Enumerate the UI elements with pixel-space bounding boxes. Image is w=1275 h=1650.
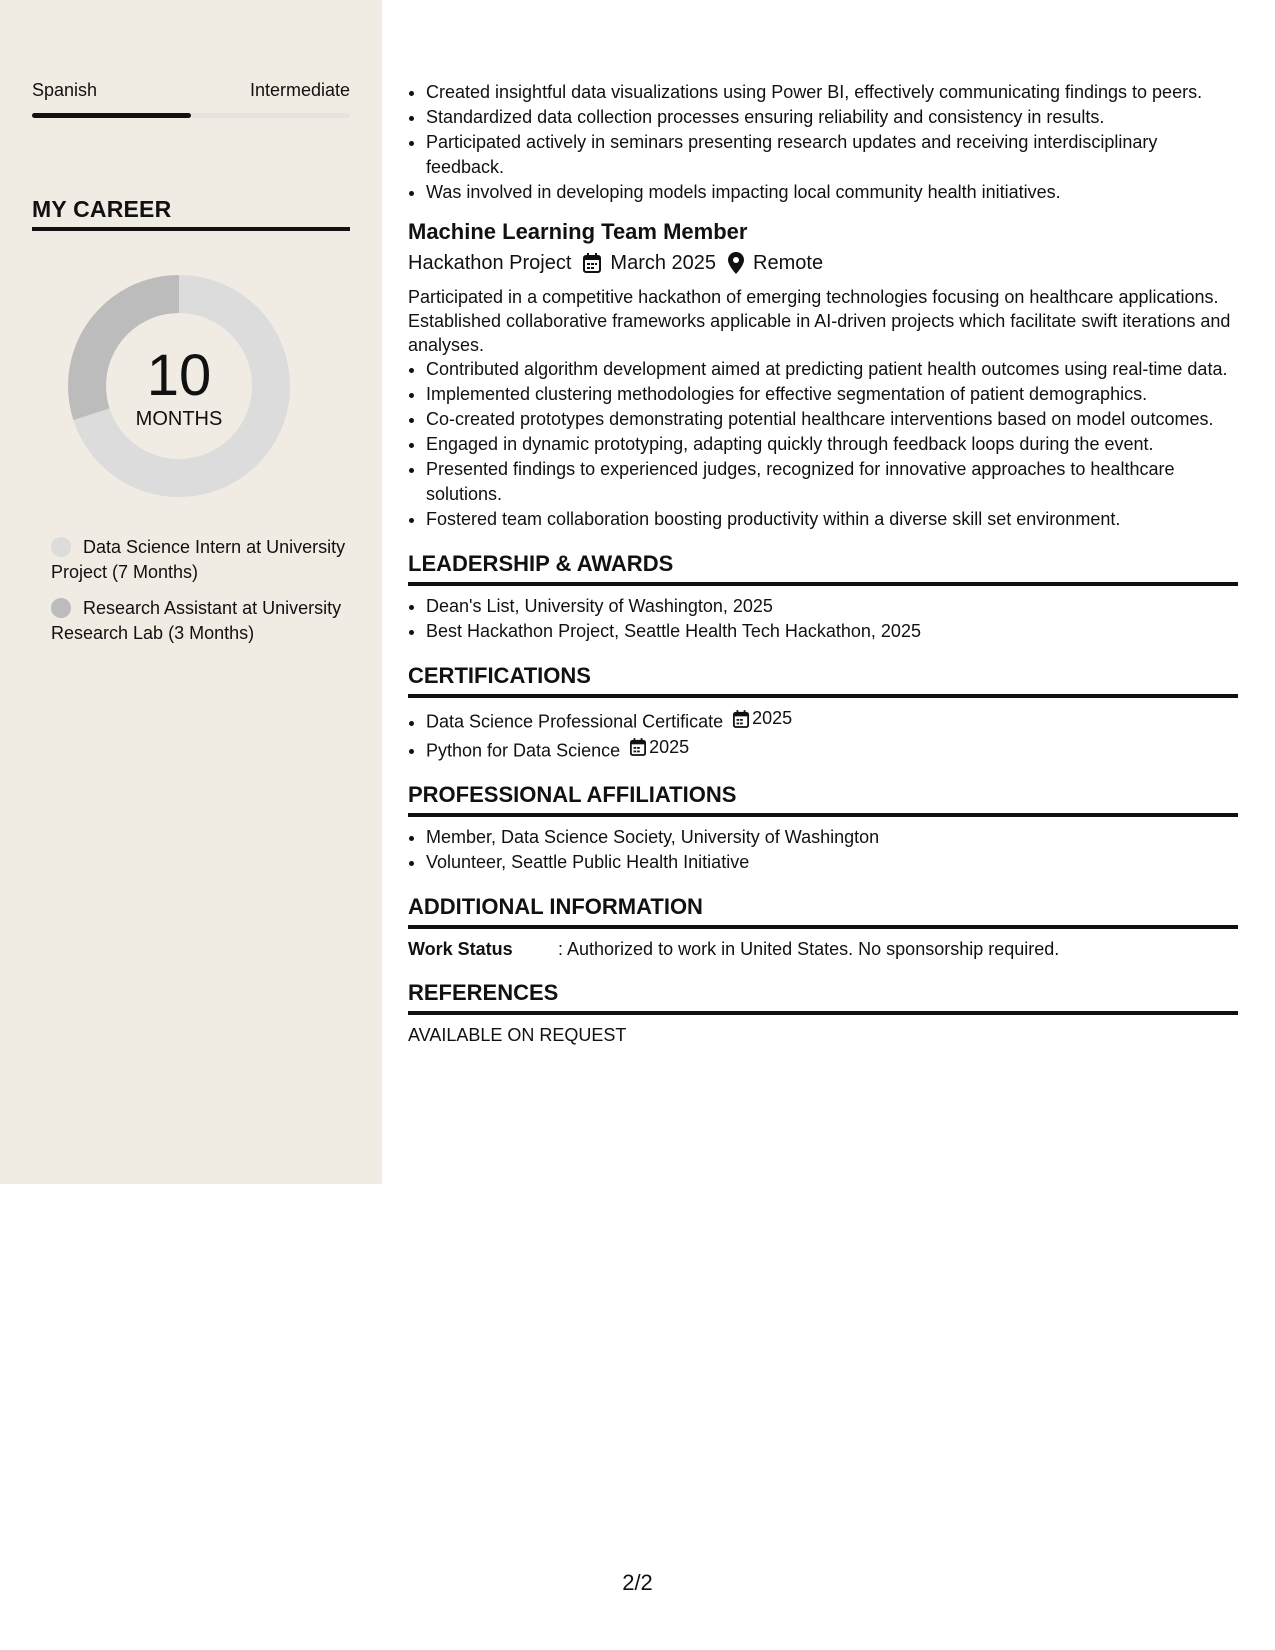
list-item: • Participated actively in seminars presenting research updates and receiving interdisciplinary feedback. [426, 130, 1238, 180]
career-donut-chart [67, 274, 291, 498]
calendar-icon [733, 710, 749, 728]
donut-center [67, 274, 291, 498]
job-date: March 2025 [610, 252, 717, 274]
list-item: • Was involved in developing models impacting local community health initiatives. [426, 180, 1238, 205]
certification-name: Python for Data Science [426, 740, 621, 760]
list-item: • Engaged in dynamic prototyping, adapting quickly through feedback loops during the event. [426, 432, 1238, 457]
job-title: Machine Learning Team Member [408, 219, 748, 244]
list-item: • Implemented clustering methodologies for effective segmentation of patient demographics. [426, 382, 1238, 407]
list-item: • Dean's List, University of Washington, 2025 [426, 594, 1238, 619]
list-item: • Member, Data Science Society, University of Washington [426, 825, 1238, 850]
list-item: • Best Hackathon Project, Seattle Health Tech Hackathon, 2025 [426, 619, 1238, 644]
job-meta [408, 249, 1238, 277]
affiliations-heading: PROFESSIONAL AFFILIATIONS [408, 780, 1238, 817]
list-item: • Volunteer, Seattle Public Health Initiative [426, 850, 1238, 875]
language-proficiency-fill [32, 113, 191, 118]
list-item [426, 706, 1238, 735]
page-number: 2/2 [622, 1570, 653, 1595]
additional-info-heading: ADDITIONAL INFORMATION [408, 892, 1238, 929]
language-name: Spanish [32, 80, 98, 100]
list-item: • Created insightful data visualizations using Power BI, effectively communicating findings to peers. [426, 80, 1238, 105]
leadership-list [408, 594, 1238, 644]
certification-year: 2025 [752, 708, 793, 728]
legend-dot-icon [51, 537, 71, 557]
certifications-list [408, 706, 1238, 763]
job-description: Participated in a competitive hackathon of emerging technologies focusing on healthcare applications. Established collaborative frameworks applicable in AI-driven projects which facilitate swift iterations and analyses. [408, 287, 1231, 355]
list-item: • Standardized data collection processes ensuring reliability and consistency in results. [426, 105, 1238, 130]
legend-dot-icon [51, 598, 71, 618]
references-heading: REFERENCES [408, 978, 1238, 1015]
certifications-heading: CERTIFICATIONS [408, 661, 1238, 698]
location-pin-icon [728, 252, 744, 274]
list-item [426, 735, 1238, 764]
list-item: • Co-created prototypes demonstrating potential healthcare interventions based on model outcomes. [426, 407, 1238, 432]
career-heading: MY CAREER [32, 196, 350, 231]
list-item: • Presented findings to experienced judges, recognized for innovative approaches to healthcare solutions. [426, 457, 1238, 507]
main-content [408, 80, 1238, 1046]
certification-year: 2025 [649, 736, 690, 757]
job-location: Remote [753, 252, 824, 274]
job-bullets [408, 357, 1238, 532]
language-proficiency-bar [32, 113, 350, 118]
certification-date [733, 706, 792, 731]
career-item [51, 535, 351, 585]
sidebar [0, 0, 382, 1184]
career-list [51, 535, 351, 657]
career-item [51, 596, 351, 646]
affiliations-list [408, 825, 1238, 875]
certification-name: Data Science Professional Certificate [426, 711, 724, 732]
work-status-row [408, 937, 1238, 961]
career-item-text: Research Assistant at University Research Lab (3 Months) [51, 598, 342, 643]
list-item: • Contributed algorithm development aimed at predicting patient health outcomes using real-time data. [426, 357, 1238, 382]
career-item-text: Data Science Intern at University Project (7 Months) [51, 537, 346, 582]
certification-date [630, 735, 689, 760]
previous-job-bullets [408, 80, 1238, 205]
list-item: • Fostered team collaboration boosting productivity within a diverse skill set environment. [426, 507, 1238, 532]
language-row [32, 80, 350, 101]
job-company: Hackathon Project [408, 252, 572, 274]
calendar-icon [630, 738, 646, 756]
work-status-label: Work Status [408, 939, 513, 959]
references-text: AVAILABLE ON REQUEST [408, 1025, 627, 1045]
career-total-number: 10 [146, 342, 212, 408]
calendar-icon [583, 253, 601, 273]
work-status-value: : Authorized to work in United States. No sponsorship required. [558, 939, 1060, 959]
leadership-heading: LEADERSHIP & AWARDS [408, 549, 1238, 586]
career-total-unit: MONTHS [135, 407, 223, 430]
language-level: Intermediate [249, 80, 350, 100]
